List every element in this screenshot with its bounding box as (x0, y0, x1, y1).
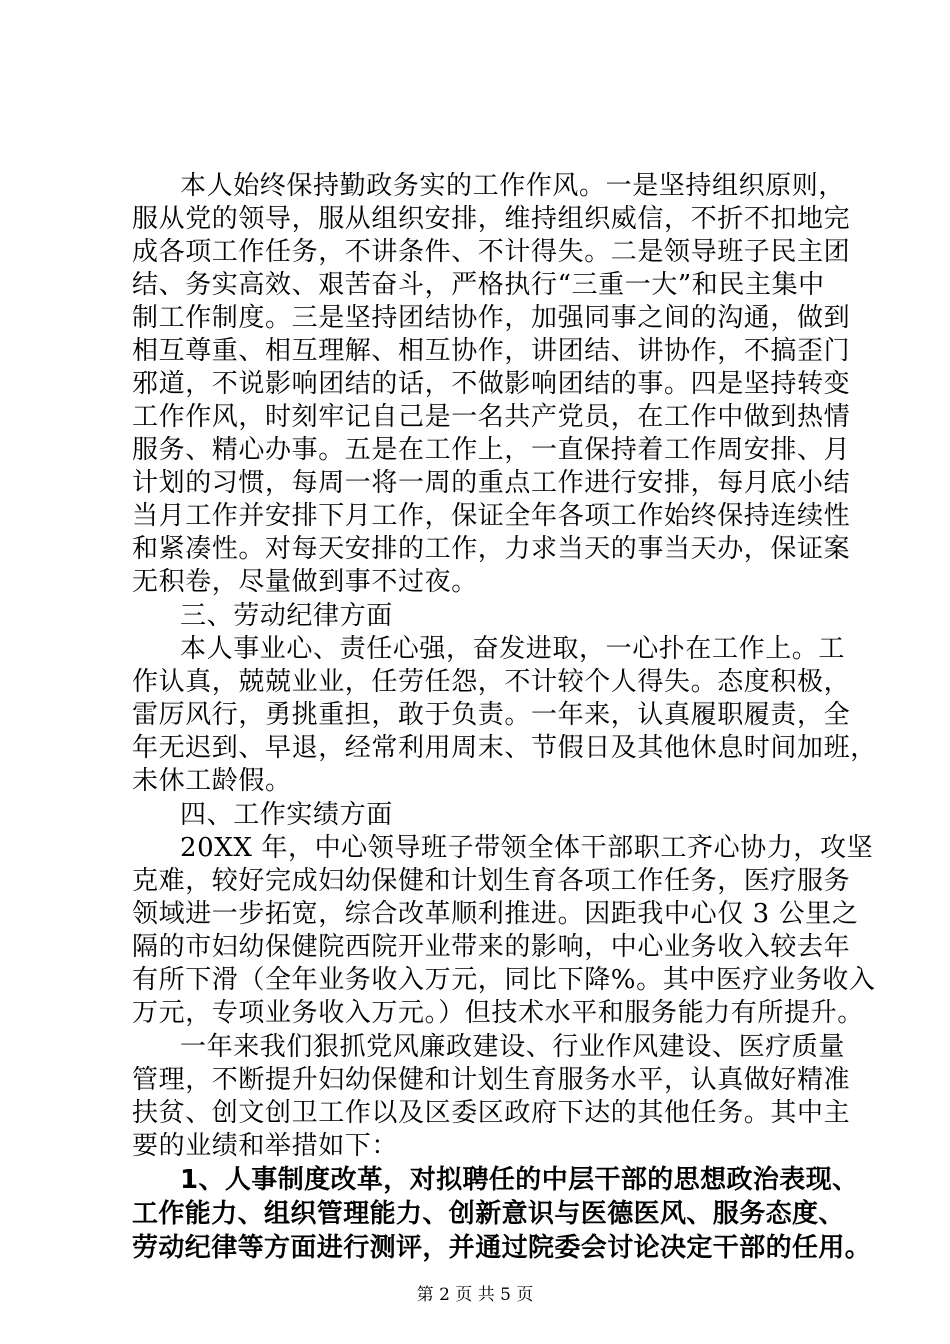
section-heading-discipline: 三、劳动纪律方面 (180, 601, 393, 631)
text-line: 万元，专项业务收入万元。）但技术水平和服务能力有所提升。 (132, 998, 864, 1028)
text-line: 成各项工作任务，不讲条件、不计得失。二是领导班子民主团 (132, 237, 851, 267)
text-line: 管理，不断提升妇幼保健和计划生育服务水平，认真做好精准 (132, 1065, 851, 1095)
text-line: 领域进一步拓宽，综合改革顺利推进。因距我中心仅 3 公里之 (132, 899, 859, 929)
text-line: 计划的习惯，每周一将一周的重点工作进行安排，每月底小结 (132, 468, 851, 498)
text-line: 有所下滑（全年业务收入万元，同比下降%。其中医疗业务收入 (132, 965, 876, 995)
text-line: 本人事业心、责任心强，奋发进取，一心扑在工作上。工 (180, 634, 846, 664)
text-line: 一年来我们狠抓党风廉政建设、行业作风建设、医疗质量 (180, 1032, 846, 1062)
text-line: 1、人事制度改革，对拟聘任的中层干部的思想政治表现、 (180, 1165, 859, 1195)
text-line: 作认真，兢兢业业，任劳任怨，不计较个人得失。态度积极， (132, 667, 851, 697)
text-line: 服务、精心办事。五是在工作上，一直保持着工作周安排、月 (132, 435, 851, 465)
text-line: 扶贫、创文创卫工作以及区委区政府下达的其他任务。其中主 (132, 1098, 851, 1128)
text-line: 无积卷，尽量做到事不过夜。 (132, 567, 478, 597)
page-number-footer: 第 2 页 共 5 页 (416, 1285, 534, 1305)
text-line: 邪道，不说影响团结的话，不做影响团结的事。四是坚持转变 (132, 369, 851, 399)
text-line: 本人始终保持勤政务实的工作作风。一是坚持组织原则， (180, 171, 846, 201)
text-line: 当月工作并安排下月工作，保证全年各项工作始终保持连续性 (132, 501, 851, 531)
text-line: 雷厉风行，勇挑重担，敢于负责。一年来，认真履职履责，全 (132, 700, 851, 730)
text-line: 工作能力、组织管理能力、创新意识与医德医风、服务态度、 (132, 1199, 845, 1229)
text-line: 相互尊重、相互理解、相互协作，讲团结、讲协作，不搞歪门 (132, 336, 851, 366)
text-line: 工作作风，时刻牢记自己是一名共产党员，在工作中做到热情 (132, 402, 851, 432)
text-line: 隔的市妇幼保健院西院开业带来的影响，中心业务收入较去年 (132, 932, 851, 962)
text-line: 要的业绩和举措如下： (132, 1131, 399, 1161)
text-line: 服从党的领导，服从组织安排，维持组织威信，不折不扣地完 (132, 204, 851, 234)
text-line: 未休工龄假。 (132, 766, 292, 796)
text-line: 结、务实高效、艰苦奋斗，严格执行“三重一大”和民主集中 (132, 270, 825, 300)
text-line: 劳动纪律等方面进行测评，并通过院委会讨论决定干部的任用。 (132, 1233, 872, 1263)
text-line: 和紧凑性。对每天安排的工作，力求当天的事当天办，保证案 (132, 534, 851, 564)
text-line: 年无迟到、早退，经常利用周末、节假日及其他休息时间加班， (132, 733, 877, 763)
text-line: 克难，较好完成妇幼保健和计划生育各项工作任务，医疗服务 (132, 866, 851, 896)
text-line: 制工作制度。三是坚持团结协作，加强同事之间的沟通，做到 (132, 303, 851, 333)
text-line: 20XX 年，中心领导班子带领全体干部职工齐心协力，攻坚 (180, 833, 874, 863)
section-heading-results: 四、工作实绩方面 (180, 800, 393, 830)
